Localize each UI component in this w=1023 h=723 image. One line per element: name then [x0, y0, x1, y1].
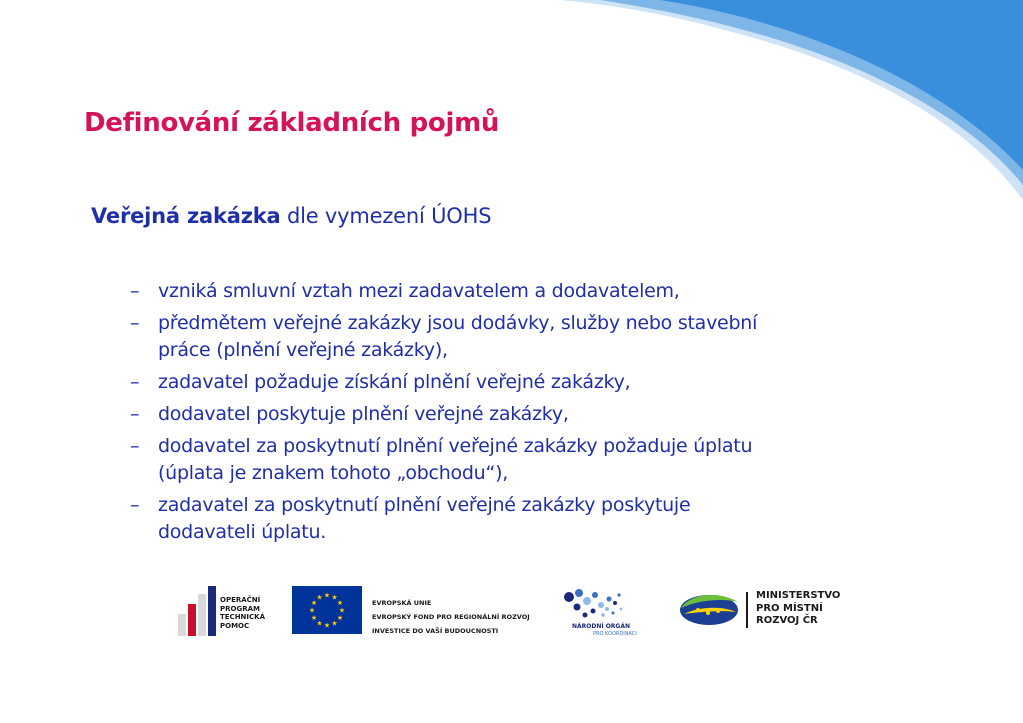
eu-star-icon: ★ [308, 606, 316, 615]
bullet-text-line: zadavatel požaduje získání plnění veřejné zakázky, [158, 371, 631, 393]
bullet-text-line: předmětem veřejné zakázky jsou dodávky, služby nebo stavební [158, 312, 758, 334]
optp-logo [178, 586, 278, 636]
eu-star-icon: ★ [323, 621, 331, 630]
bullet-dash: – [130, 403, 140, 425]
nok-logo-sub: PRO KOORDINACI [593, 631, 637, 637]
eu-star-icon: ★ [316, 593, 323, 602]
optp-bars-icon [178, 586, 218, 636]
bullet-item [130, 492, 930, 546]
nok-dot [617, 593, 620, 596]
bullet-item [130, 401, 930, 428]
nok-dot [575, 589, 583, 597]
mmr-logo-line: MINISTERSTVO [756, 590, 841, 601]
bullet-item [130, 278, 930, 305]
nok-dot [598, 602, 604, 608]
nok-dot [583, 613, 588, 618]
mmr-logo-line: ROZVOJ ČR [756, 615, 818, 626]
nok-dot [607, 597, 612, 602]
eu-logo [292, 586, 547, 636]
bullet-dash: – [130, 435, 140, 457]
eu-star-icon: ★ [323, 591, 331, 600]
mmr-divider [746, 592, 748, 628]
nok-dot [592, 592, 598, 598]
bullet-text-line: práce (plnění veřejné zakázky), [158, 339, 448, 361]
eu-flag-icon [292, 586, 362, 634]
optp-logo-line: TECHNICKÁ [220, 613, 265, 621]
optp-logo-text [220, 596, 280, 630]
bullet-text-line: (úplata je znakem tohoto „obchodu“), [158, 462, 509, 484]
optp-logo-line: POMOC [220, 621, 250, 630]
bullet-text-line: dodavatel za poskytnutí plnění veřejné zakázky požaduje úplatu [158, 435, 753, 457]
bullet-item [130, 369, 930, 396]
eu-logo-text [372, 596, 552, 638]
nok-dot [591, 609, 596, 614]
subheading-rest: dle vymezení ÚOHS [280, 204, 492, 228]
nok-logo [563, 585, 643, 640]
nok-dot [605, 607, 609, 611]
nok-dot [564, 592, 574, 602]
bullet-dash: – [130, 494, 140, 516]
eu-star-icon: ★ [336, 614, 344, 622]
nok-dot [601, 613, 605, 617]
optp-logo-line: PROGRAM [220, 604, 260, 613]
eu-star-icon: ★ [338, 606, 346, 615]
slide-title: Definování základních pojmů [84, 108, 500, 138]
nok-dot [574, 604, 581, 611]
subheading-term: Veřejná zakázka [91, 204, 281, 228]
nok-dot [612, 612, 615, 615]
bullet-text-line: dodavatel poskytuje plnění veřejné zakázky, [158, 403, 569, 425]
mmr-emblem-icon [678, 588, 740, 626]
bullet-dash: – [130, 312, 140, 334]
eu-star-icon: ★ [316, 619, 323, 628]
mmr-logo [678, 588, 853, 638]
bullet-text-line: dodavateli úplatu. [158, 521, 327, 543]
optp-logo-line: OPERAČNÍ [220, 596, 261, 604]
mmr-logo-line: PRO MÍSTNÍ [756, 602, 823, 614]
definition-bullet-list [130, 278, 930, 551]
slide-subheading [91, 204, 491, 228]
bullet-dash: – [130, 371, 140, 393]
bullet-item [130, 310, 930, 364]
nok-logo-name: NÁRODNÍ ORGÁN [572, 623, 631, 630]
eu-star-icon: ★ [331, 619, 338, 628]
bullet-dash: – [130, 280, 140, 302]
eu-star-icon: ★ [336, 599, 344, 607]
eu-star-icon: ★ [331, 593, 338, 602]
logo-strip [0, 580, 1023, 650]
eu-logo-line: EVROPSKÝ FOND PRO REGIONÁLNÍ ROZVOJ [372, 613, 530, 621]
bullet-item [130, 433, 930, 487]
nok-dot [613, 601, 617, 605]
nok-dot [583, 597, 591, 605]
eu-star-icon: ★ [310, 614, 318, 622]
nok-dot [620, 608, 623, 611]
mmr-logo-text [756, 590, 840, 628]
eu-logo-line: EVROPSKÁ UNIE [372, 599, 432, 607]
bullet-text-line: zadavatel za poskytnutí plnění veřejné zakázky poskytuje [158, 494, 691, 516]
eu-star-icon: ★ [310, 599, 318, 607]
nok-dots-icon [563, 585, 625, 621]
bullet-text-line: vzniká smluvní vztah mezi zadavatelem a dodavatelem, [158, 280, 680, 302]
eu-logo-line: INVESTICE DO VAŠÍ BUDOUCNOSTI [372, 627, 499, 635]
